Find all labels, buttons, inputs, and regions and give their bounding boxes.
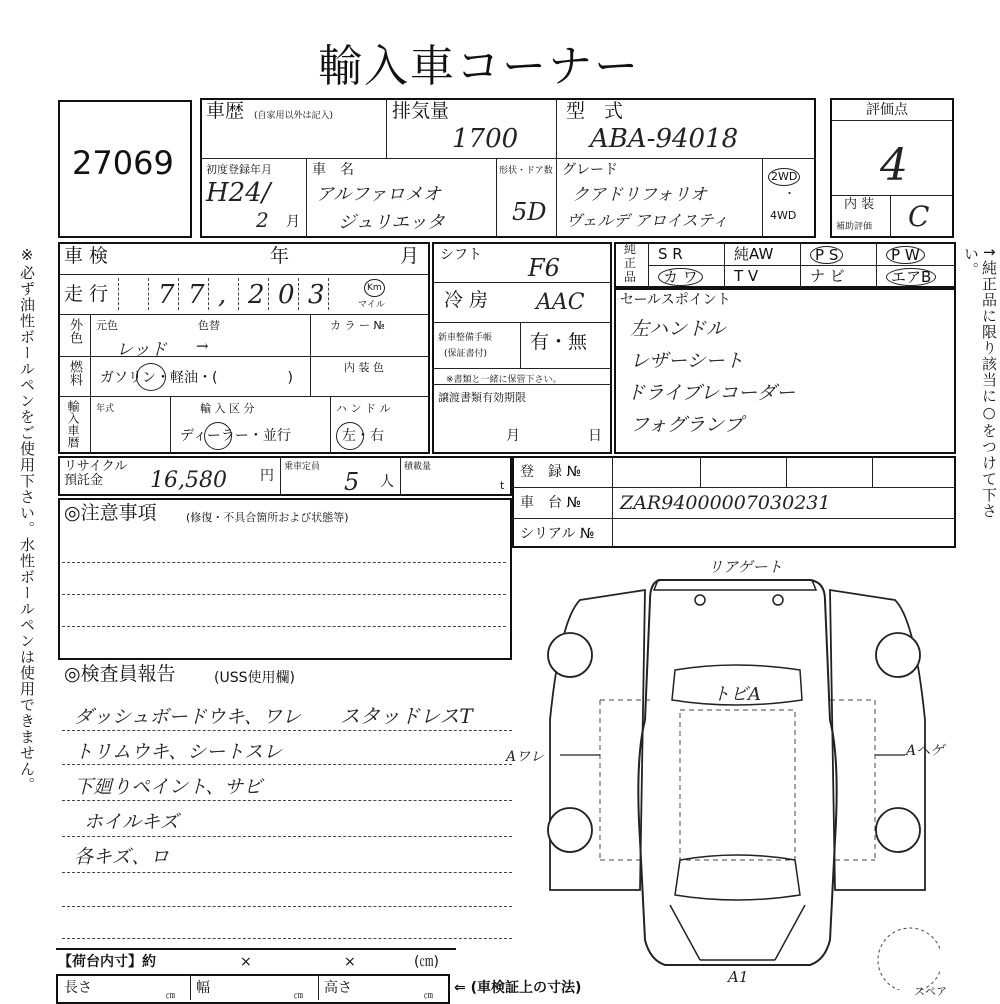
left-side-note: ※必ず油性ボールペンをご使用下さい。水性ボールペンは使用できません。 (18, 246, 36, 793)
width-unit: ㎝ (294, 991, 304, 1001)
spare-label: スペア (914, 985, 947, 998)
interior-color-label: 内 装 色 (344, 361, 384, 374)
length-label: 長さ (64, 980, 92, 996)
notes-label: ◎注意事項 (64, 502, 157, 524)
shaken-year-label: 年 (270, 245, 290, 267)
mileage-label: 走 行 (64, 283, 109, 305)
mileage-digit: 3 (308, 280, 325, 310)
displacement-label: 排気量 (392, 100, 450, 122)
import-options: ディーラー・並行 (180, 428, 291, 444)
shaken-dims-label: ⇐ (車検証上の寸法) (454, 980, 582, 996)
wheel-rear-left (548, 633, 592, 677)
drive-dot: ・ (784, 187, 795, 200)
interior-sub-label: 補助評価 (836, 222, 873, 232)
inspector-note-right: スタッドレスT (340, 704, 473, 728)
shaken-month-label: 月 (400, 245, 420, 267)
rear-spoiler (654, 580, 816, 590)
shift-label: シフト (440, 247, 482, 263)
mileage-cell (118, 278, 148, 310)
sales-point-item: ドライブレコーダー (626, 382, 796, 404)
grade-label: グレード (562, 162, 618, 178)
drive-4wd: 4WD (770, 209, 797, 222)
handle-options: 左・右 (342, 428, 384, 444)
recolor-label: 色替 (198, 319, 220, 332)
interior-label: 内 装 (844, 197, 875, 212)
history-note: (自家用以外は記入) (254, 111, 334, 121)
sales-point-item: レザーシート (630, 350, 744, 372)
cargo-times-2: × (344, 954, 356, 970)
color-no-label: カ ラ ー № (330, 319, 385, 332)
equipment-item: ナ ビ (810, 267, 845, 285)
book-value: 有・無 (530, 331, 588, 353)
yen-label: 円 (260, 468, 274, 484)
score-label: 評価点 (866, 102, 908, 118)
grade-value-1: クアドリフォリオ (572, 185, 707, 205)
serial-no-label: シリアル № (520, 526, 595, 542)
genuine-parts-char: 正 (624, 256, 637, 270)
page-title: 輸入車コーナー (318, 41, 640, 92)
chassis-no-value: ZAR94000007030231 (620, 492, 831, 514)
equipment-item: S R (658, 245, 683, 263)
capacity-value: 5 (344, 468, 360, 496)
aircon-value: AAC (536, 290, 585, 315)
drive-2wd: 2WD (768, 168, 800, 186)
orig-color-value: レッド (116, 340, 167, 360)
inspector-note-item: ダッシュボードウキ、ワレ (74, 706, 301, 728)
equipment-item: T V (734, 267, 759, 285)
fuel-label: 燃料 (67, 360, 82, 386)
model-type-label: 型 式 (566, 100, 624, 122)
spare-tire (878, 928, 940, 990)
import-selected-circle (204, 422, 232, 450)
sales-point-label: セールスポイント (620, 292, 731, 308)
capacity-label: 乗車定員 (284, 462, 321, 472)
import-class-label: 輸 入 区 分 (200, 402, 255, 415)
model-type-value: ABA-94018 (590, 124, 739, 154)
first-reg-month: 2 (256, 208, 269, 232)
load-unit: t (500, 479, 505, 492)
length-unit: ㎝ (166, 991, 176, 1001)
first-reg-month-label: 月 (286, 214, 300, 230)
cargo-label: 【荷台内寸】約 (58, 954, 156, 970)
persons-label: 人 (380, 474, 394, 490)
fuel-options: ガソリン・軽油・( ) (100, 370, 293, 386)
genuine-parts-char: 純 (624, 242, 637, 256)
width-label: 幅 (196, 980, 210, 996)
reg-no-label: 登 録 № (520, 464, 582, 480)
transfer-day-text: 日 (588, 428, 602, 444)
doors-label: 形状・ドア数 (499, 166, 553, 176)
car-damage-diagram (540, 560, 940, 990)
book-note: ※書類と一緒に保管下さい。 (446, 375, 562, 385)
first-reg-year: H24/ (206, 178, 271, 208)
roof-area (680, 710, 795, 860)
mileage-cell (328, 278, 358, 310)
transfer-month-label: 月 (506, 428, 520, 444)
recycle-amount: 16,580 (150, 468, 227, 493)
handle-selected-circle (336, 422, 364, 450)
diagram-rear-note: リアゲート (708, 558, 783, 576)
rear-lamp-right (773, 595, 783, 605)
lot-number: 27069 (72, 144, 174, 182)
wheel-rear-right (876, 633, 920, 677)
cargo-times-1: × (240, 954, 252, 970)
rear-lamp-left (695, 595, 705, 605)
shaken-label: 車 検 (64, 245, 109, 267)
recolor-arrow: → (196, 337, 209, 355)
car-name-1: アルファロメオ (316, 184, 441, 205)
displacement-value: 1700 (452, 124, 519, 154)
equipment-item: P S (810, 246, 843, 264)
doors-value: 5D (512, 198, 547, 226)
inspector-note-item: 下廻りペイント、サビ (74, 776, 263, 798)
mileage-digit: 7 (158, 280, 175, 310)
inspector-note-item: 各キズ、ロ (74, 846, 170, 868)
aircon-label: 冷 房 (444, 289, 489, 311)
equipment-item: カ ワ (658, 268, 703, 286)
handle-label: ハ ン ド ル (336, 402, 391, 415)
mile-label: マイル (358, 300, 385, 310)
wheel-front-right (876, 808, 920, 852)
orig-color-label: 元色 (96, 319, 118, 332)
sales-point-item: フォグランプ (630, 414, 744, 436)
equipment-item: P W (886, 246, 925, 264)
chassis-no-label: 車 台 № (520, 495, 582, 511)
score-value: 4 (880, 140, 908, 191)
mileage-digit: 2 (248, 280, 265, 310)
recycle-label: リサイクル預託金 (64, 459, 128, 488)
diagram-front-note: A1 (728, 968, 749, 986)
diagram-left-note: Aワレ (506, 749, 545, 765)
grade-value-2: ヴェルデ アロイスティ (566, 211, 729, 230)
genuine-parts-char: 品 (624, 270, 637, 284)
first-reg-label: 初度登録年月 (206, 163, 272, 176)
inspector-label: ◎検査員報告 (64, 663, 176, 685)
car-body-outline (638, 580, 836, 965)
diagram-right-note: Aヘゲ (906, 743, 945, 759)
right-side-note: ↑純正品に限り該当に○をつけて下さい。 (962, 246, 998, 519)
model-year-label: 年式 (96, 404, 115, 414)
mileage-digit: 7 (188, 280, 205, 310)
diagram-roof-note: トビA (712, 684, 761, 705)
mileage-digit: 0 (278, 280, 295, 310)
warranty-label: (保証書付) (444, 349, 488, 359)
car-name-2: ジュリエッタ (338, 212, 445, 233)
height-unit: ㎝ (424, 991, 434, 1001)
equipment-item: 純AW (734, 245, 774, 263)
sales-point-item: 左ハンドル (630, 318, 726, 340)
exterior-label: 外色 (67, 318, 82, 344)
inspector-note-item: トリムウキ、シートスレ (74, 741, 283, 763)
equipment-item: エアB (886, 268, 936, 286)
transfer-docs-label: 譲渡書類有効期限 (438, 391, 526, 404)
mileage-digit: , (218, 280, 227, 310)
km-label: Km (364, 279, 385, 297)
load-label: 積載量 (404, 462, 432, 472)
new-car-book-label: 新車整備手帳 (438, 333, 493, 343)
shift-value: F6 (528, 254, 560, 282)
fuel-selected-circle (136, 363, 166, 391)
windshield (675, 855, 800, 900)
inspector-note-item: ホイルキズ (84, 811, 179, 833)
height-label: 高さ (324, 980, 352, 996)
notes-sub-label: (修復・不具合箇所および状態等) (186, 511, 349, 524)
import-car-label: 輸入車暦 (66, 400, 80, 448)
interior-score: C (908, 200, 930, 233)
wheel-front-left (548, 808, 592, 852)
history-label: 車歴 (206, 100, 245, 122)
inspector-sub-label: (USS使用欄) (214, 670, 295, 686)
car-name-label: 車 名 (312, 162, 354, 178)
cargo-unit: (㎝) (414, 954, 439, 970)
